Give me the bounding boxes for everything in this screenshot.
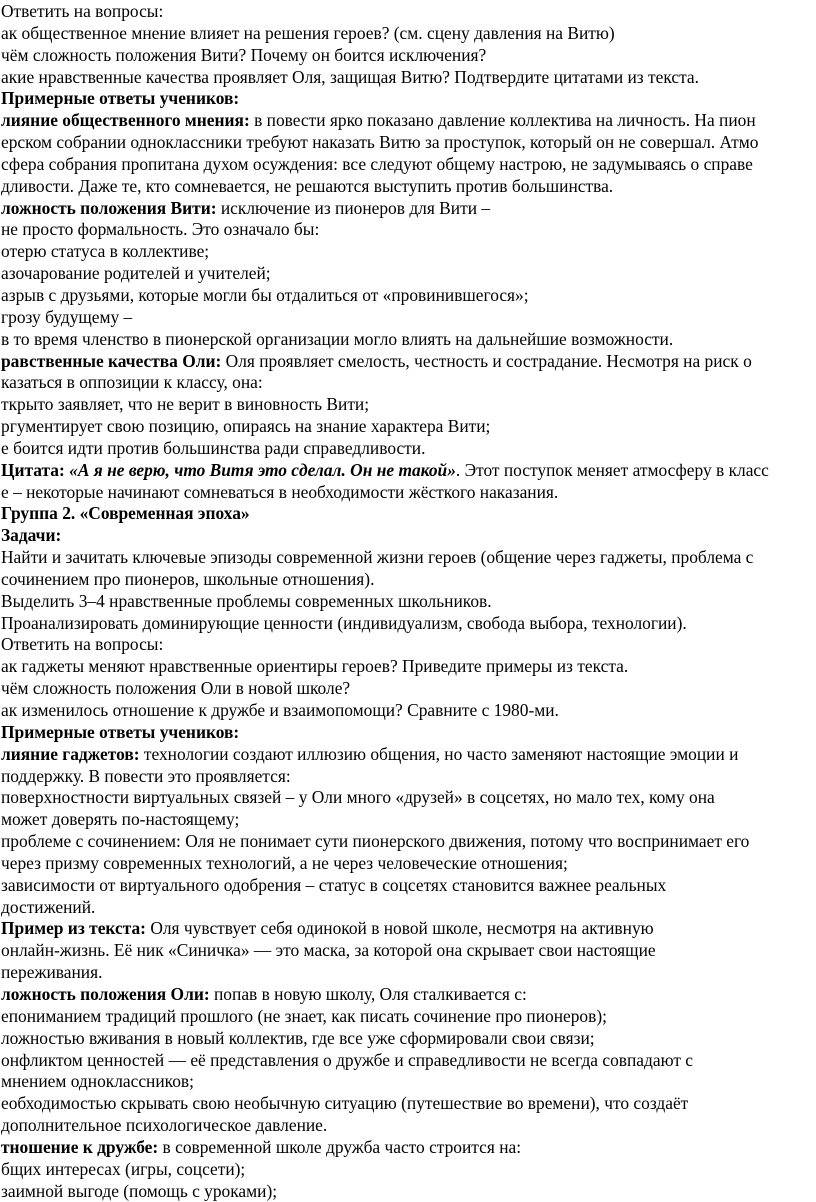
text-run: онлайн-жизнь. Её ник «Синичка» — это маска, за которой она скрывает свои настоящие — [1, 940, 656, 961]
text-run: дополнительное психологическое давление. — [1, 1115, 328, 1136]
text-run: чём сложность положения Оли в новой школе? — [1, 678, 351, 699]
text-run: поверхностности виртуальных связей – у Оли много «друзей» в соцсетях, но мало тех, кому она — [1, 787, 715, 808]
text-run: в повести ярко показано давление коллектива на личность. На пион — [249, 110, 756, 131]
text-line — [1, 787, 815, 809]
text-run: в современной школе дружба часто строится на: — [158, 1136, 522, 1157]
text-run: может доверять по-настоящему; — [1, 809, 240, 830]
text-run: азочарование родителей и учителей; — [1, 263, 271, 284]
text-run: отерю статуса в коллективе; — [1, 241, 210, 262]
text-run: Оля проявляет смелость, честность и сострадание. Несмотря на риск о — [221, 350, 752, 371]
bold-run: ложность положения Оли: — [1, 983, 210, 1004]
text-run: поддержку. В повести это проявляется: — [1, 765, 291, 786]
text-run: сфера собрания пропитана духом осуждения: все следуют общему настрою, не задумываясь о справе — [1, 153, 753, 174]
text-run: е боится идти против большинства ради справедливости. — [1, 437, 426, 458]
bold-run: Задачи: — [1, 525, 62, 546]
text-line — [1, 88, 815, 110]
text-run: Оля чувствует себя одинокой в новой школе, несмотря на активную — [145, 918, 654, 939]
text-run: сочинением про пионеров, школьные отношения). — [1, 568, 375, 589]
text-run: грозу будущему – — [1, 306, 133, 327]
text-line — [1, 547, 815, 569]
text-line — [1, 678, 815, 700]
text-line — [1, 1071, 815, 1093]
text-line — [1, 176, 815, 198]
text-line — [1, 1006, 815, 1028]
text-line — [1, 307, 815, 329]
text-run: достижений. — [1, 896, 96, 917]
text-line — [1, 613, 815, 635]
text-line — [1, 1115, 815, 1137]
text-run: технологии создают иллюзию общения, но часто заменяют настоящие эмоции и — [139, 743, 739, 764]
bold-run: лияние общественного мнения: — [1, 110, 250, 131]
text-line — [1, 263, 815, 285]
bold-run: Группа 2. «Современная эпоха» — [1, 503, 250, 524]
text-line — [1, 1181, 815, 1202]
text-run: Выделить 3–4 нравственные проблемы современных школьников. — [1, 590, 492, 611]
text-run: проблеме с сочинением: Оля не понимает сути пионерского движения, потому что воспринимает его — [1, 831, 750, 852]
text-line — [1, 569, 815, 591]
text-run: ткрыто заявляет, что не верит в виновность Вити; — [1, 394, 370, 415]
text-line — [1, 984, 815, 1006]
text-run: мнением одноклассников; — [1, 1071, 194, 1092]
text-line — [1, 722, 815, 744]
bold-run: Примерные ответы учеников: — [1, 721, 240, 742]
text-line — [1, 23, 815, 45]
text-run: Ответить на вопросы: — [1, 634, 164, 655]
text-run: бщих интересах (игры, соцсети); — [1, 1158, 246, 1179]
text-line — [1, 132, 815, 154]
text-line — [1, 1028, 815, 1050]
text-run: не просто формальность. Это означало бы: — [1, 219, 320, 240]
text-line — [1, 285, 815, 307]
text-line — [1, 525, 815, 547]
text-run: ложностью вживания в новый коллектив, где все уже сформировали свои связи; — [1, 1027, 595, 1048]
text-line — [1, 940, 815, 962]
text-line — [1, 897, 815, 919]
text-line — [1, 1093, 815, 1115]
text-line — [1, 416, 815, 438]
text-line — [1, 438, 815, 460]
text-line — [1, 700, 815, 722]
text-line — [1, 831, 815, 853]
document-body — [1, 1, 815, 1202]
text-line — [1, 154, 815, 176]
text-line — [1, 482, 815, 504]
bold-run: «А я не верю, что Витя это сделал. Он не такой» — [69, 459, 456, 480]
text-line — [1, 351, 815, 373]
text-line — [1, 744, 815, 766]
text-line — [1, 67, 815, 89]
text-line — [1, 241, 815, 263]
text-run: заимной выгоде (помощь с уроками); — [1, 1180, 278, 1201]
text-line — [1, 1137, 815, 1159]
text-run: попав в новую школу, Оля сталкивается с: — [209, 983, 527, 1004]
text-run: зависимости от виртуального одобрения – статус в соцсетях становится важнее реальных — [1, 874, 667, 895]
text-run: епониманием традиций прошлого (не знает, как писать сочинение про пионеров); — [1, 1005, 607, 1026]
text-run: ак изменилось отношение к дружбе и взаимопомощи? Сравните с 1980-ми. — [1, 700, 559, 720]
text-line — [1, 809, 815, 831]
text-run: в то время членство в пионерской организации могло влиять на дальнейшие возможности. — [1, 328, 674, 349]
text-run: Ответить на вопросы: — [1, 1, 164, 21]
text-run: ерском собрании одноклассники требуют наказать Витю за проступок, который он не совершал. Атмо — [1, 132, 759, 153]
text-run: еобходимостью скрывать свою необычную ситуацию (путешествие во времени), что создаёт — [1, 1093, 689, 1114]
text-line — [1, 198, 815, 220]
bold-run: Цитата: — [1, 459, 65, 480]
text-run: азрыв с друзьями, которые могли бы отдалиться от «провинившегося»; — [1, 284, 529, 305]
text-line — [1, 1050, 815, 1072]
text-run: . Этот поступок меняет атмосферу в класс — [455, 459, 769, 480]
bold-run: равственные качества Оли: — [1, 350, 222, 371]
text-line — [1, 853, 815, 875]
text-line — [1, 329, 815, 351]
text-line — [1, 460, 815, 482]
text-run: чём сложность положения Вити? Почему он боится исключения? — [1, 44, 487, 65]
text-line — [1, 1, 815, 23]
text-run: е – некоторые начинают сомневаться в необходимости жёсткого наказания. — [1, 481, 559, 502]
text-line — [1, 372, 815, 394]
text-run: переживания. — [1, 962, 103, 983]
bold-run: ложность положения Вити: — [1, 197, 217, 218]
text-run: казаться в оппозиции к классу, она: — [1, 372, 263, 393]
text-line — [1, 656, 815, 678]
bold-run: тношение к дружбе: — [1, 1136, 159, 1157]
text-run: онфликтом ценностей — её представления о дружбе и справедливости не всегда совпадают с — [1, 1049, 694, 1070]
text-line — [1, 394, 815, 416]
text-line — [1, 634, 815, 656]
text-run: ак гаджеты меняют нравственные ориентиры героев? Приведите примеры из текста. — [1, 656, 629, 677]
text-line — [1, 875, 815, 897]
text-run: ак общественное мнение влияет на решения героев? (см. сцену давления на Витю) — [1, 22, 615, 43]
text-line — [1, 962, 815, 984]
bold-run: Примерные ответы учеников: — [1, 88, 240, 109]
text-line — [1, 766, 815, 788]
text-line — [1, 110, 815, 132]
text-line — [1, 45, 815, 67]
text-line — [1, 591, 815, 613]
text-line — [1, 1159, 815, 1181]
bold-run: лияние гаджетов: — [1, 743, 140, 764]
text-run: через призму современных технологий, а не через человеческие отношения; — [1, 852, 568, 873]
text-run: акие нравственные качества проявляет Оля, защищая Витю? Подтвердите цитатами из текста. — [1, 66, 699, 87]
text-run: ргументирует свою позицию, опираясь на знание характера Вити; — [1, 416, 491, 437]
text-line — [1, 219, 815, 241]
text-line — [1, 918, 815, 940]
text-run: Проанализировать доминирующие ценности (индивидуализм, свобода выбора, технологии). — [1, 612, 687, 633]
text-run: исключение из пионеров для Вити – — [216, 197, 491, 218]
text-run: дливости. Даже те, кто сомневается, не решаются выступить против большинства. — [1, 175, 614, 196]
bold-run: Пример из текста: — [1, 918, 146, 939]
text-run: Найти и зачитать ключевые эпизоды современной жизни героев (общение через гаджеты, проблема с — [1, 547, 754, 568]
text-line — [1, 503, 815, 525]
